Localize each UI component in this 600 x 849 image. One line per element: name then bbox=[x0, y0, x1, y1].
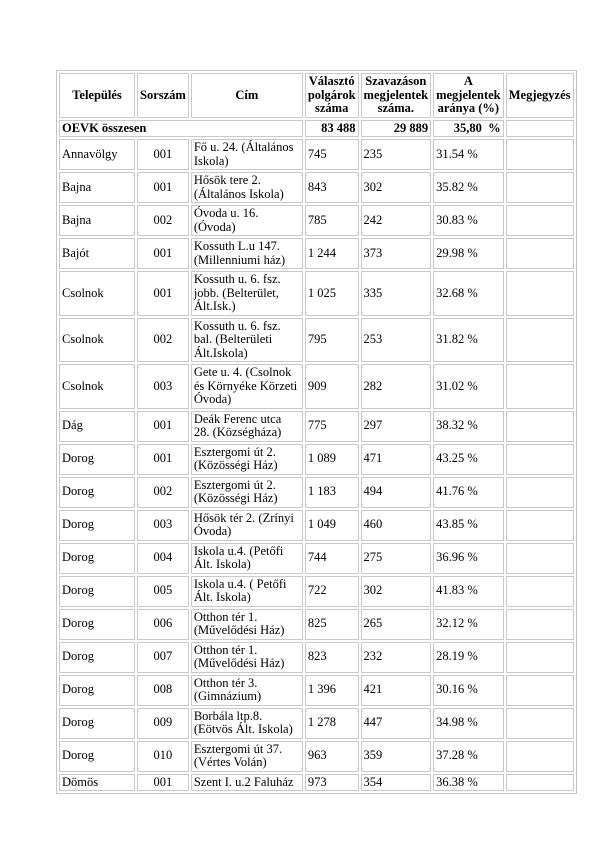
cell-sorszam: 007 bbox=[137, 642, 189, 673]
cell-megjegyzes bbox=[506, 139, 574, 170]
cell-megjegyzes bbox=[506, 675, 574, 706]
cell-telepules: Dömös bbox=[59, 774, 135, 792]
cell-arany: 35.82 % bbox=[433, 172, 504, 203]
table-row bbox=[59, 774, 574, 792]
cell-cim: Hősök tere 2. (Általános Iskola) bbox=[191, 172, 303, 203]
cell-valaszto: 1 396 bbox=[305, 675, 359, 706]
cell-arany: 32.12 % bbox=[433, 609, 504, 640]
cell-megjegyzes bbox=[506, 642, 574, 673]
cell-szavazason: 242 bbox=[361, 205, 432, 236]
table-row bbox=[59, 205, 574, 236]
cell-telepules: Csolnok bbox=[59, 271, 135, 316]
cell-telepules: Dorog bbox=[59, 741, 135, 772]
cell-telepules: Dorog bbox=[59, 642, 135, 673]
column-header-arany: A megjelentek aránya (%) bbox=[433, 73, 504, 118]
cell-telepules: Bajna bbox=[59, 205, 135, 236]
cell-valaszto: 1 278 bbox=[305, 708, 359, 739]
cell-cim: Óvoda u. 16. (Óvoda) bbox=[191, 205, 303, 236]
cell-megjegyzes bbox=[506, 708, 574, 739]
cell-valaszto: 795 bbox=[305, 318, 359, 363]
cell-sorszam: 003 bbox=[137, 364, 189, 409]
cell-sorszam: 001 bbox=[137, 444, 189, 475]
cell-valaszto: 1 089 bbox=[305, 444, 359, 475]
cell-telepules: Dorog bbox=[59, 510, 135, 541]
cell-megjegyzes bbox=[506, 318, 574, 363]
table-row bbox=[59, 318, 574, 363]
table-row bbox=[59, 642, 574, 673]
table-row bbox=[59, 139, 574, 170]
cell-sorszam: 002 bbox=[137, 477, 189, 508]
cell-arany: 30.16 % bbox=[433, 675, 504, 706]
summary-szavazason: 29 889 bbox=[361, 120, 432, 138]
cell-arany: 41.76 % bbox=[433, 477, 504, 508]
cell-szavazason: 471 bbox=[361, 444, 432, 475]
cell-valaszto: 1 244 bbox=[305, 238, 359, 269]
cell-cim: Iskola u.4. (Petőfi Ált. Iskola) bbox=[191, 543, 303, 574]
table-row bbox=[59, 543, 574, 574]
cell-megjegyzes bbox=[506, 477, 574, 508]
summary-megjegyzes bbox=[506, 120, 574, 138]
column-header-megjegyzes: Megjegyzés bbox=[506, 73, 574, 118]
cell-telepules: Bajna bbox=[59, 172, 135, 203]
cell-sorszam: 009 bbox=[137, 708, 189, 739]
cell-arany: 37.28 % bbox=[433, 741, 504, 772]
cell-cim: Esztergomi út 37. (Vértes Volán) bbox=[191, 741, 303, 772]
cell-megjegyzes bbox=[506, 205, 574, 236]
cell-arany: 28.19 % bbox=[433, 642, 504, 673]
cell-sorszam: 001 bbox=[137, 411, 189, 442]
cell-sorszam: 002 bbox=[137, 205, 189, 236]
cell-szavazason: 282 bbox=[361, 364, 432, 409]
cell-telepules: Dorog bbox=[59, 543, 135, 574]
cell-valaszto: 843 bbox=[305, 172, 359, 203]
cell-cim: Kossuth L.u 147. (Millenniumi ház) bbox=[191, 238, 303, 269]
cell-megjegyzes bbox=[506, 444, 574, 475]
cell-valaszto: 963 bbox=[305, 741, 359, 772]
cell-sorszam: 001 bbox=[137, 139, 189, 170]
table-row bbox=[59, 741, 574, 772]
cell-cim: Deák Ferenc utca 28. (Községháza) bbox=[191, 411, 303, 442]
table-row bbox=[59, 444, 574, 475]
cell-szavazason: 447 bbox=[361, 708, 432, 739]
cell-sorszam: 001 bbox=[137, 774, 189, 792]
cell-cim: Kossuth u. 6. fsz. jobb. (Belterület, Ált.Isk.) bbox=[191, 271, 303, 316]
cell-arany: 30.83 % bbox=[433, 205, 504, 236]
cell-arany: 31.82 % bbox=[433, 318, 504, 363]
cell-sorszam: 002 bbox=[137, 318, 189, 363]
cell-arany: 43.85 % bbox=[433, 510, 504, 541]
cell-valaszto: 973 bbox=[305, 774, 359, 792]
cell-telepules: Dorog bbox=[59, 576, 135, 607]
cell-szavazason: 373 bbox=[361, 238, 432, 269]
cell-sorszam: 005 bbox=[137, 576, 189, 607]
cell-szavazason: 460 bbox=[361, 510, 432, 541]
table-row bbox=[59, 477, 574, 508]
cell-telepules: Dorog bbox=[59, 609, 135, 640]
table-row bbox=[59, 238, 574, 269]
table-row bbox=[59, 675, 574, 706]
cell-cim: Hősök tér 2. (Zrínyi Óvoda) bbox=[191, 510, 303, 541]
cell-telepules: Annavölgy bbox=[59, 139, 135, 170]
cell-valaszto: 1 049 bbox=[305, 510, 359, 541]
table-row bbox=[59, 271, 574, 316]
cell-cim: Szent I. u.2 Faluház bbox=[191, 774, 303, 792]
cell-szavazason: 302 bbox=[361, 172, 432, 203]
cell-valaszto: 825 bbox=[305, 609, 359, 640]
cell-telepules: Bajót bbox=[59, 238, 135, 269]
cell-telepules: Dorog bbox=[59, 675, 135, 706]
table-row bbox=[59, 510, 574, 541]
cell-arany: 29.98 % bbox=[433, 238, 504, 269]
cell-valaszto: 744 bbox=[305, 543, 359, 574]
cell-szavazason: 265 bbox=[361, 609, 432, 640]
cell-megjegyzes bbox=[506, 576, 574, 607]
cell-arany: 36.96 % bbox=[433, 543, 504, 574]
cell-cim: Esztergomi út 2. (Közösségi Ház) bbox=[191, 444, 303, 475]
table-row bbox=[59, 364, 574, 409]
cell-cim: Otthon tér 1. (Művelődési Ház) bbox=[191, 609, 303, 640]
column-header-cim: Cím bbox=[191, 73, 303, 118]
cell-cim: Kossuth u. 6. fsz. bal. (Belterületi Ált.Iskola) bbox=[191, 318, 303, 363]
cell-cim: Otthon tér 1. (Művelődési Ház) bbox=[191, 642, 303, 673]
cell-szavazason: 297 bbox=[361, 411, 432, 442]
cell-valaszto: 775 bbox=[305, 411, 359, 442]
cell-szavazason: 354 bbox=[361, 774, 432, 792]
table-row bbox=[59, 708, 574, 739]
cell-sorszam: 004 bbox=[137, 543, 189, 574]
cell-telepules: Csolnok bbox=[59, 364, 135, 409]
cell-megjegyzes bbox=[506, 774, 574, 792]
cell-sorszam: 001 bbox=[137, 271, 189, 316]
cell-arany: 31.54 % bbox=[433, 139, 504, 170]
cell-megjegyzes bbox=[506, 609, 574, 640]
cell-arany: 31.02 % bbox=[433, 364, 504, 409]
cell-arany: 41.83 % bbox=[433, 576, 504, 607]
cell-telepules: Csolnok bbox=[59, 318, 135, 363]
cell-arany: 36.38 % bbox=[433, 774, 504, 792]
cell-szavazason: 494 bbox=[361, 477, 432, 508]
cell-cim: Gete u. 4. (Csolnok és Környéke Körzeti Óvoda) bbox=[191, 364, 303, 409]
cell-szavazason: 232 bbox=[361, 642, 432, 673]
cell-szavazason: 302 bbox=[361, 576, 432, 607]
cell-megjegyzes bbox=[506, 741, 574, 772]
cell-telepules: Dorog bbox=[59, 477, 135, 508]
cell-megjegyzes bbox=[506, 271, 574, 316]
cell-szavazason: 235 bbox=[361, 139, 432, 170]
cell-arany: 34.98 % bbox=[433, 708, 504, 739]
cell-sorszam: 001 bbox=[137, 238, 189, 269]
cell-szavazason: 253 bbox=[361, 318, 432, 363]
cell-megjegyzes bbox=[506, 543, 574, 574]
cell-arany: 43.25 % bbox=[433, 444, 504, 475]
cell-szavazason: 359 bbox=[361, 741, 432, 772]
summary-valaszto: 83 488 bbox=[305, 120, 359, 138]
summary-row bbox=[59, 120, 574, 138]
summary-label: OEVK összesen bbox=[59, 120, 303, 138]
cell-sorszam: 001 bbox=[137, 172, 189, 203]
table-row bbox=[59, 411, 574, 442]
cell-arany: 32.68 % bbox=[433, 271, 504, 316]
cell-telepules: Dorog bbox=[59, 444, 135, 475]
summary-arany: 35,80 % bbox=[433, 120, 504, 138]
cell-megjegyzes bbox=[506, 364, 574, 409]
cell-arany: 38.32 % bbox=[433, 411, 504, 442]
cell-sorszam: 010 bbox=[137, 741, 189, 772]
cell-szavazason: 335 bbox=[361, 271, 432, 316]
header-row bbox=[59, 73, 574, 118]
turnout-results-table bbox=[56, 70, 577, 794]
cell-cim: Borbála ltp.8. (Eötvös Ált. Iskola) bbox=[191, 708, 303, 739]
cell-megjegyzes bbox=[506, 238, 574, 269]
cell-sorszam: 008 bbox=[137, 675, 189, 706]
cell-cim: Esztergomi út 2. (Közösségi Ház) bbox=[191, 477, 303, 508]
cell-valaszto: 785 bbox=[305, 205, 359, 236]
cell-valaszto: 1 183 bbox=[305, 477, 359, 508]
cell-megjegyzes bbox=[506, 411, 574, 442]
cell-telepules: Dorog bbox=[59, 708, 135, 739]
cell-valaszto: 909 bbox=[305, 364, 359, 409]
cell-valaszto: 1 025 bbox=[305, 271, 359, 316]
cell-megjegyzes bbox=[506, 172, 574, 203]
table-row bbox=[59, 609, 574, 640]
cell-szavazason: 421 bbox=[361, 675, 432, 706]
cell-sorszam: 003 bbox=[137, 510, 189, 541]
cell-sorszam: 006 bbox=[137, 609, 189, 640]
column-header-sorszam: Sorszám bbox=[137, 73, 189, 118]
cell-valaszto: 722 bbox=[305, 576, 359, 607]
cell-valaszto: 745 bbox=[305, 139, 359, 170]
cell-cim: Otthon tér 3. (Gimnázium) bbox=[191, 675, 303, 706]
column-header-szavazason: Szavazáson megjelentek száma. bbox=[361, 73, 432, 118]
cell-valaszto: 823 bbox=[305, 642, 359, 673]
column-header-telepules: Település bbox=[59, 73, 135, 118]
cell-szavazason: 275 bbox=[361, 543, 432, 574]
column-header-valaszto: Választó polgárok száma bbox=[305, 73, 359, 118]
table-row bbox=[59, 576, 574, 607]
cell-cim: Fő u. 24. (Általános Iskola) bbox=[191, 139, 303, 170]
cell-megjegyzes bbox=[506, 510, 574, 541]
cell-cim: Iskola u.4. ( Petőfi Ált. Iskola) bbox=[191, 576, 303, 607]
cell-telepules: Dág bbox=[59, 411, 135, 442]
table-row bbox=[59, 172, 574, 203]
